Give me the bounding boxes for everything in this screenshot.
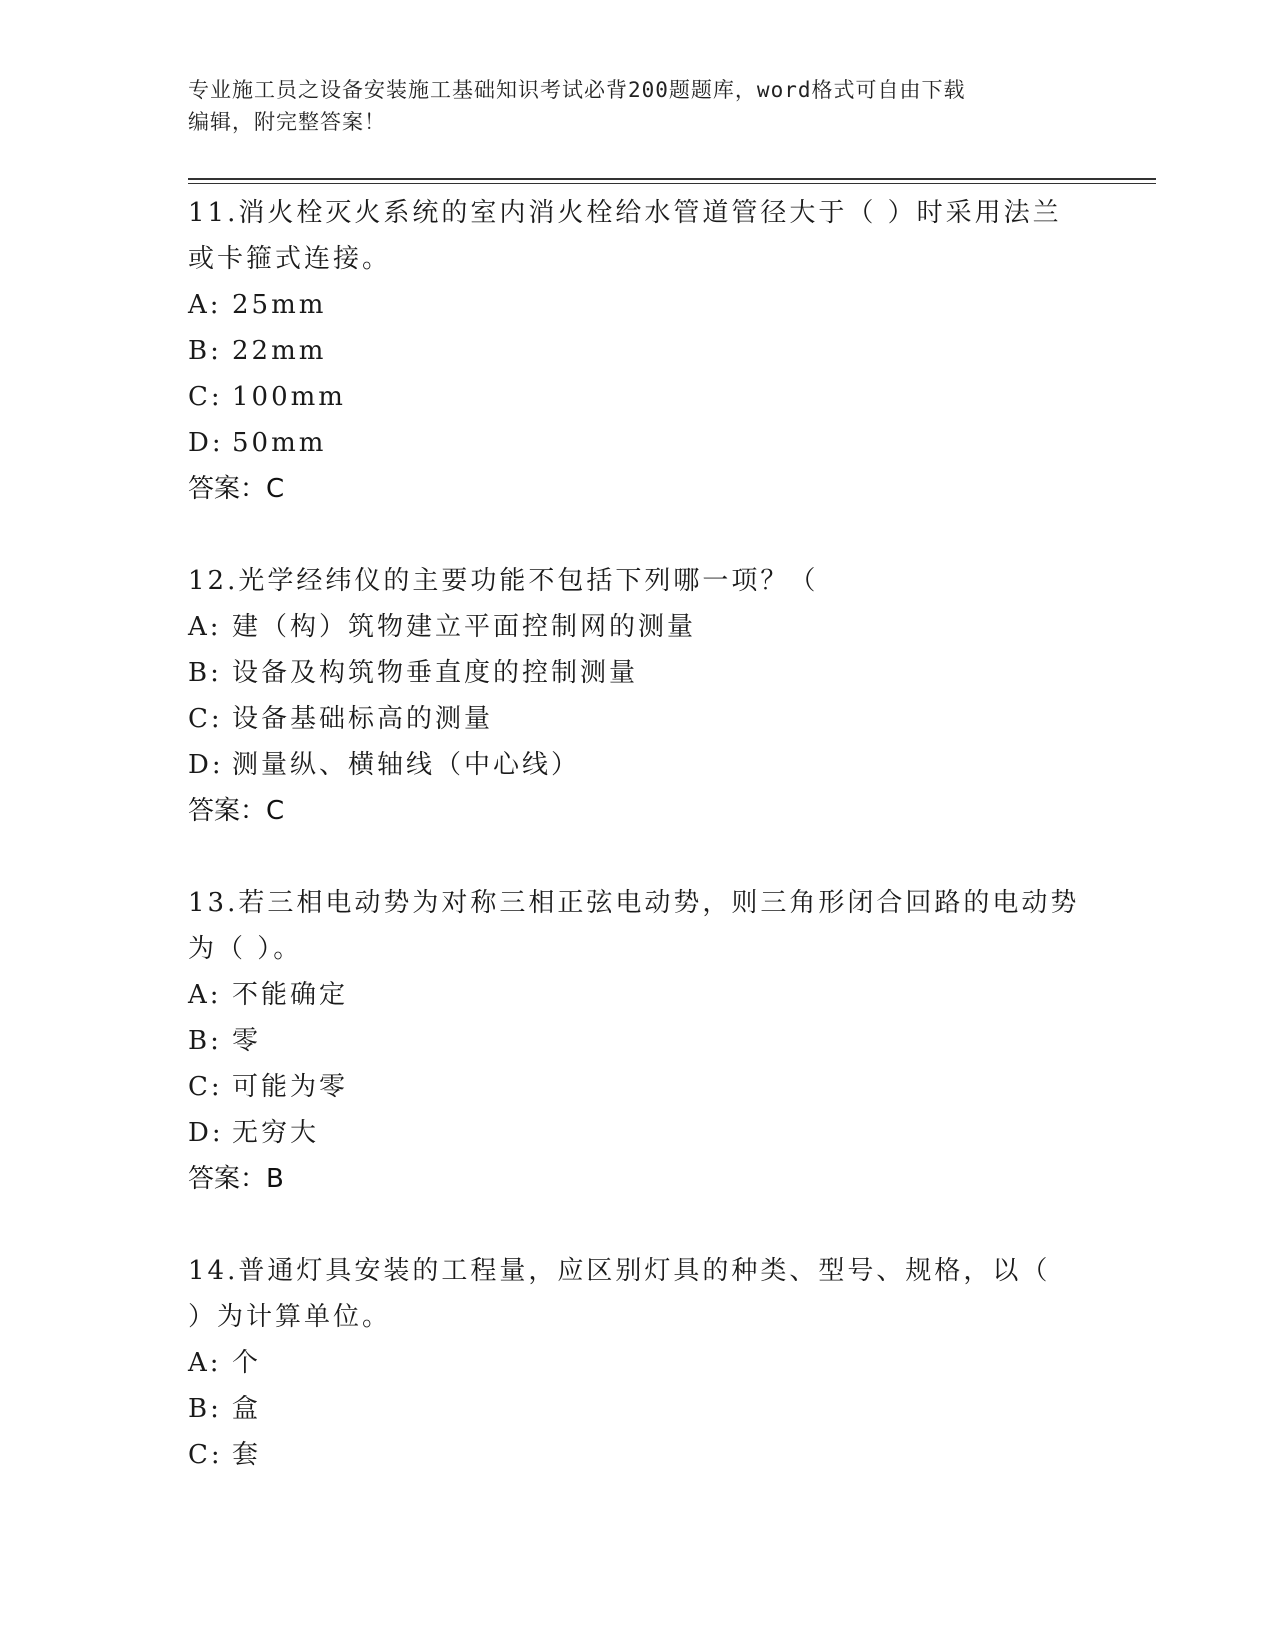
question-text: 14.普通灯具安装的工程量，应区别灯具的种类、型号、规格，以（ [188, 1256, 1051, 1286]
option-text: 无穷大 [232, 1118, 320, 1148]
answer-option [188, 696, 1088, 742]
option-text: 建（构）筑物建立平面控制网的测量 [232, 612, 697, 642]
option-text: 套 [232, 1440, 262, 1470]
option-text: 50mm [232, 428, 327, 458]
option-text: 个 [232, 1348, 262, 1378]
option-text: 可能为零 [232, 1072, 349, 1102]
question-text: 为（ ）。 [188, 934, 303, 964]
option-letter: B: [188, 658, 222, 688]
option-text: 100mm [232, 382, 346, 412]
answer-option [188, 604, 1088, 650]
option-letter: C: [188, 1440, 223, 1470]
option-letter: D: [188, 750, 224, 780]
answer-option [188, 328, 1088, 374]
answer-option [188, 282, 1088, 328]
document-header [188, 74, 1088, 138]
question-block [188, 190, 1088, 512]
option-letter: A: [188, 980, 222, 1010]
option-text: 设备及构筑物垂直度的控制测量 [232, 658, 639, 688]
answer-option [188, 1340, 1088, 1386]
answer-option [188, 1110, 1088, 1156]
question-block [188, 880, 1088, 1202]
answer-option [188, 420, 1088, 466]
question-spacer [188, 834, 1088, 880]
header-divider-thick [188, 178, 1156, 180]
question-text: 11.消火栓灭火系统的室内消火栓给水管道管径大于（ ）时采用法兰 [188, 198, 1062, 228]
option-text: 测量纵、横轴线（中心线） [232, 750, 581, 780]
option-text: 零 [232, 1026, 262, 1056]
option-text: 盒 [232, 1394, 262, 1424]
header-line-1: 专业施工员之设备安装施工基础知识考试必背200题题库，word格式可自由下载 [188, 78, 966, 102]
question-spacer [188, 1202, 1088, 1248]
option-text: 25mm [232, 290, 327, 320]
option-letter: D: [188, 1118, 224, 1148]
option-letter: D: [188, 428, 224, 458]
question-text: 13.若三相电动势为对称三相正弦电动势，则三角形闭合回路的电动势 [188, 888, 1080, 918]
option-letter: C: [188, 704, 223, 734]
answer-option [188, 1064, 1088, 1110]
answer-option [188, 1432, 1088, 1478]
header-line-2: 编辑，附完整答案！ [188, 110, 386, 134]
option-letter: B: [188, 1394, 222, 1424]
option-letter: C: [188, 1072, 223, 1102]
question-spacer [188, 512, 1088, 558]
answer-option [188, 742, 1088, 788]
answer-option [188, 650, 1088, 696]
answer-option [188, 1018, 1088, 1064]
option-letter: C: [188, 382, 223, 412]
answer-option [188, 972, 1088, 1018]
option-text: 22mm [232, 336, 327, 366]
header-divider-thin [188, 183, 1156, 184]
option-text: 设备基础标高的测量 [232, 704, 494, 734]
answer-key: 答案：C [188, 474, 285, 504]
option-letter: A: [188, 1348, 222, 1378]
answer-option [188, 1386, 1088, 1432]
answer-key: 答案：C [188, 796, 285, 826]
option-letter: B: [188, 336, 222, 366]
answer-key: 答案：B [188, 1164, 284, 1194]
question-block [188, 558, 1088, 834]
question-block [188, 1248, 1088, 1478]
answer-option [188, 374, 1088, 420]
option-text: 不能确定 [232, 980, 349, 1010]
option-letter: A: [188, 290, 222, 320]
question-text: 12.光学经纬仪的主要功能不包括下列哪一项？（ [188, 566, 819, 596]
question-text: ）为计算单位。 [188, 1302, 392, 1332]
question-list [188, 190, 1088, 1478]
option-letter: A: [188, 612, 222, 642]
option-letter: B: [188, 1026, 222, 1056]
question-text: 或卡箍式连接。 [188, 244, 392, 274]
